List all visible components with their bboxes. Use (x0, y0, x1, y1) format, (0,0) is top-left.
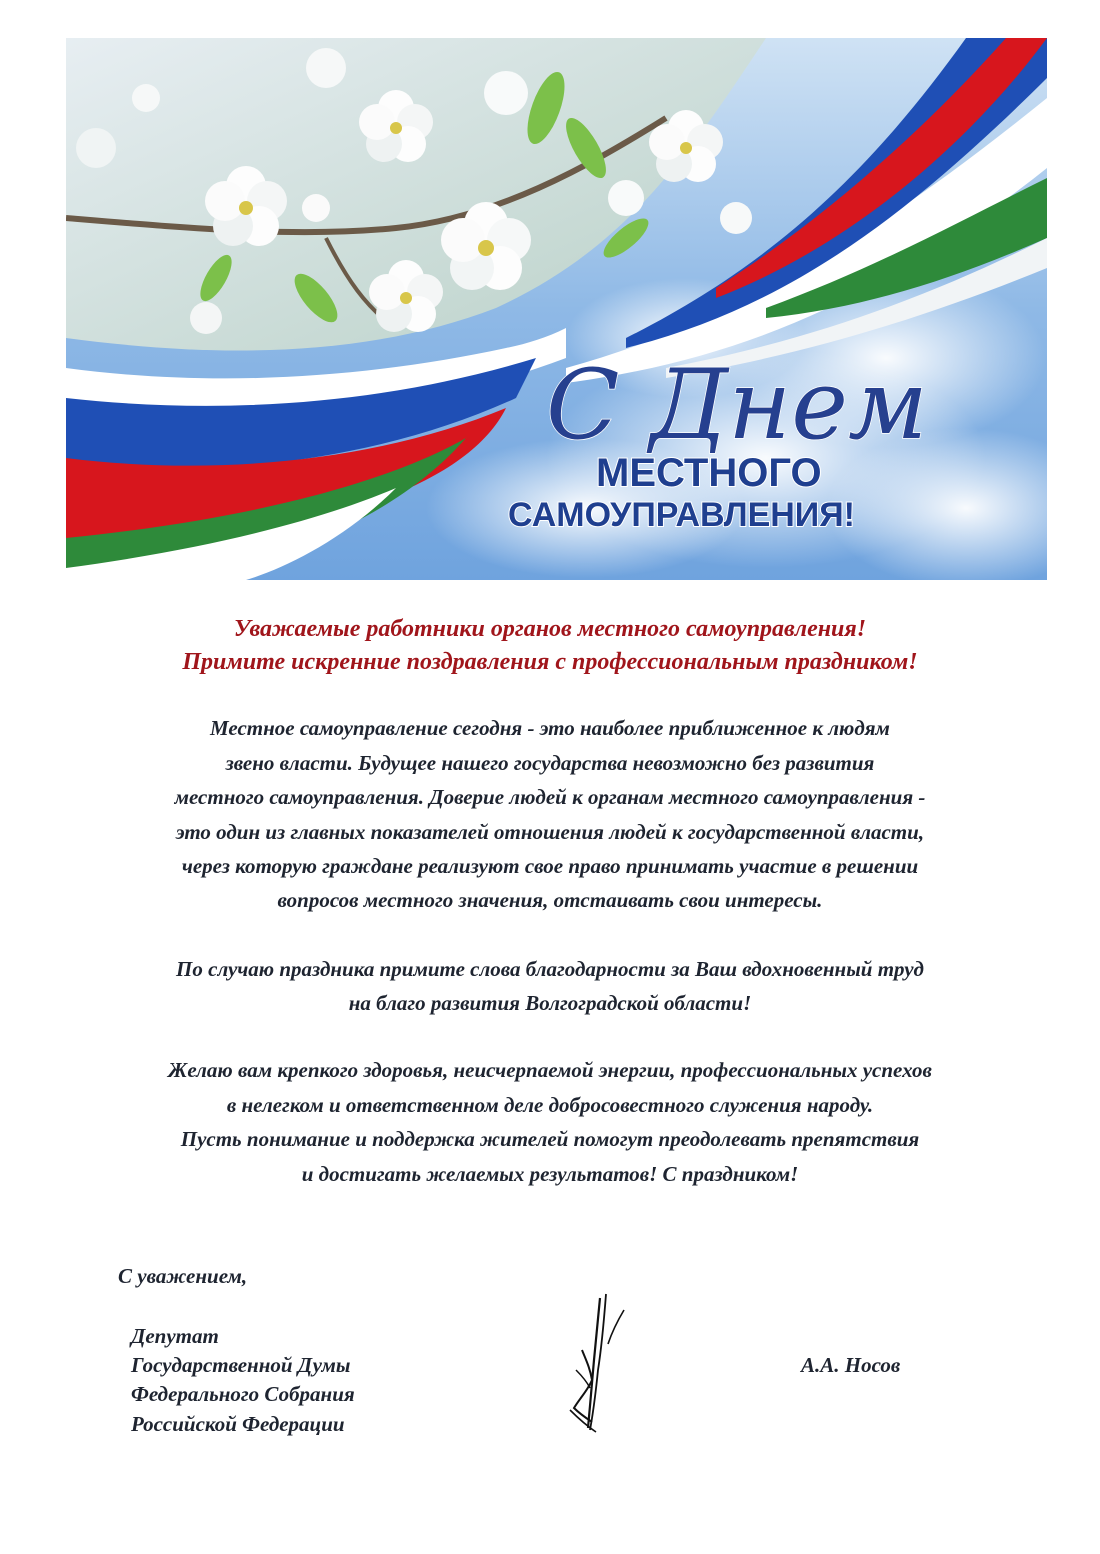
paragraph-line: Местное самоуправление сегодня - это наиболее приближенное к людям (210, 716, 890, 740)
greeting-line-1: Уважаемые работники органов местного самоуправления! (233, 616, 867, 642)
paragraph-line: и достигать желаемых результатов! С праздником! (301, 1162, 799, 1186)
paragraph-line: на благо развития Волгоградской области! (348, 991, 752, 1015)
position-line: Депутат (131, 1324, 219, 1348)
banner-illustration (66, 38, 1047, 580)
position-line: Федерального Собрания (131, 1382, 355, 1406)
paragraph-line: вопросов местного значения, отстаивать свои интересы. (277, 888, 823, 912)
position-line: Государственной Думы (131, 1353, 351, 1377)
paragraph-line: местного самоуправления. Доверие людей к органам местного самоуправления - (174, 785, 926, 809)
banner-script-title: С Днем (546, 349, 928, 461)
paragraph-line: По случаю праздника примите слова благодарности за Ваш вдохновенный труд (176, 957, 924, 981)
banner-title-line-2: САМОУПРАВЛЕНИЯ! (508, 496, 856, 534)
paragraph-line: через которую граждане реализуют свое право принимать участие в решении (181, 854, 919, 878)
paragraph-line: Пусть понимание и поддержка жителей помогут преодолевать препятствия (180, 1127, 920, 1151)
position-line: Российской Федерации (131, 1412, 345, 1436)
handwritten-signature (560, 1290, 640, 1440)
paragraph-line: Желаю вам крепкого здоровья, неисчерпаемой энергии, профессиональных успехов (168, 1058, 932, 1082)
header-banner (66, 38, 1047, 580)
banner-title-line-1: МЕСТНОГО (596, 451, 822, 495)
greeting-line-2: Примите искренние поздравления с профессиональным праздником! (182, 649, 918, 675)
paragraph-line: в нелегком и ответственном деле добросовестного служения народу. (226, 1093, 874, 1117)
regards-text: С уважением, (118, 1264, 248, 1288)
signer-name: А.А. Носов (801, 1353, 901, 1377)
paragraph-line: звено власти. Будущее нашего государства невозможно без развития (225, 751, 875, 775)
paragraph-line: это один из главных показателей отношения людей к государственной власти, (175, 820, 925, 844)
